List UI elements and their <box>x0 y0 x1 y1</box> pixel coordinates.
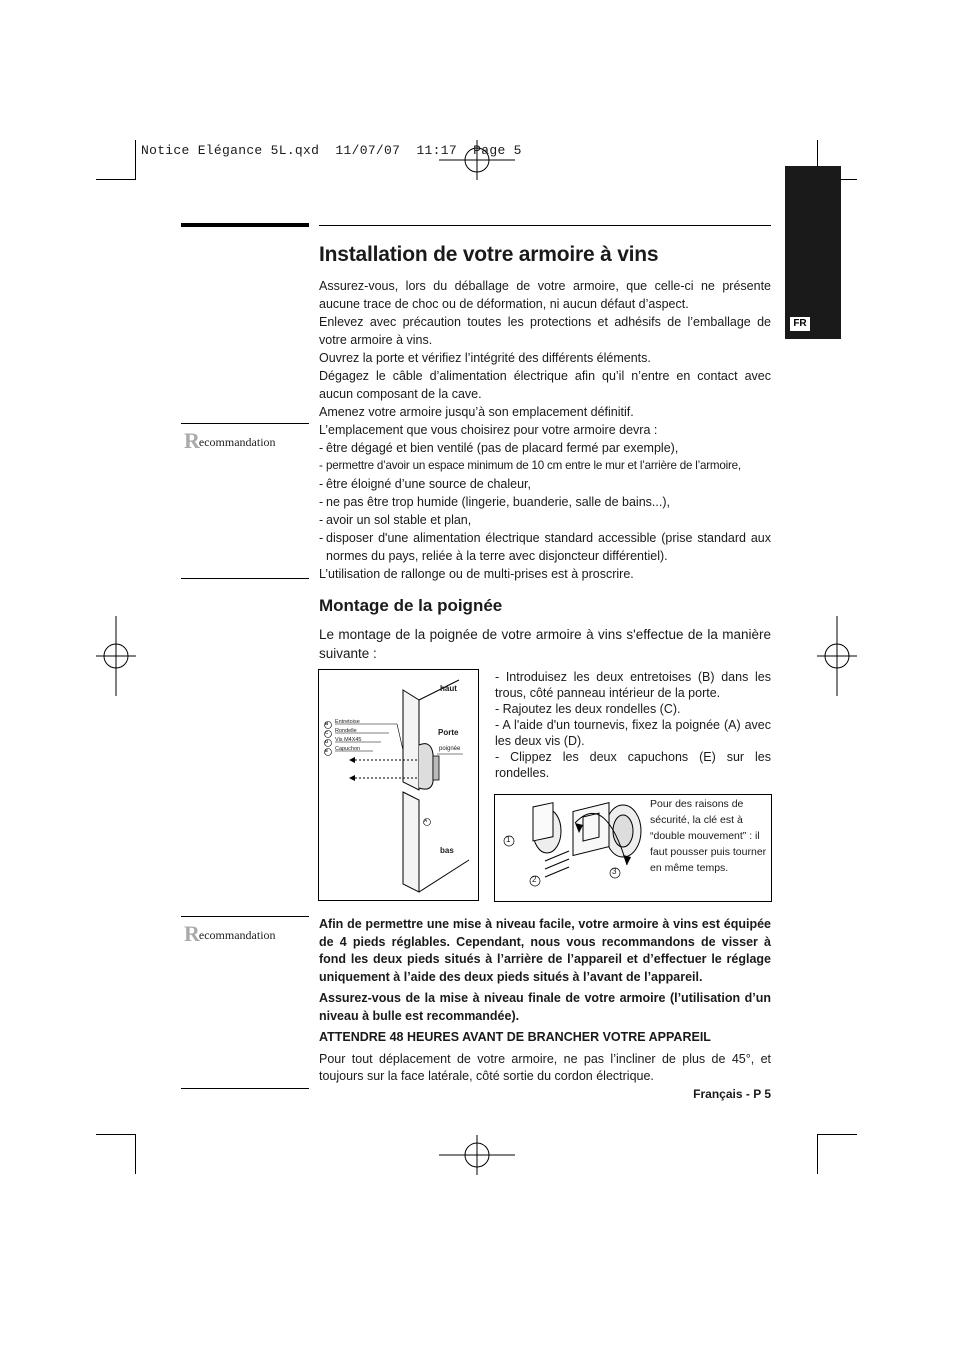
installation-body <box>319 277 771 583</box>
registration-mark-right <box>817 616 857 696</box>
recommendation-initial: R <box>184 428 199 453</box>
header-rule-thick <box>181 223 309 227</box>
location-requirements-list <box>319 439 771 565</box>
paragraph: Amenez votre armoire jusqu’à son emplacement définitif. <box>319 405 634 419</box>
paragraph: Assurez-vous, lors du déballage de votre armoire, que celle-ci ne présente aucune trace de choc ou de déformation, ni aucun défaut d’aspect. <box>319 279 771 311</box>
page-title: Installation de votre armoire à vins <box>319 243 659 266</box>
label-part-c: Rondelle <box>335 728 357 734</box>
header-rule-thin <box>319 225 771 226</box>
letter-e: E <box>325 748 329 753</box>
handle-intro <box>319 625 771 663</box>
recommendation-label <box>184 428 276 454</box>
label-part-e: Capuchon <box>335 746 361 752</box>
paragraph: Ouvrez la porte et vérifiez l’intégrité des différents éléments. <box>319 351 651 365</box>
paragraph: Enlevez avec précaution toutes les protections et adhésifs de l’emballage de votre armoire à vins. <box>319 315 771 347</box>
recommendation-end-rule <box>181 1088 309 1089</box>
letter-b: B <box>325 721 329 726</box>
step: - Clippez les deux capuchons (E) sur les rondelles. <box>495 750 771 780</box>
crop-mark <box>135 140 136 180</box>
key-lock-note: Pour des raisons de sécurité, la clé est à “double mouvement” : il faut pousser puis tourner en même temps. <box>650 798 767 874</box>
label-part-b: Entretoise <box>335 719 360 725</box>
paragraph: L’emplacement que vous choisirez pour votre armoire devra : <box>319 423 658 437</box>
lock-number-1: 1 <box>506 835 511 844</box>
leveling-instructions <box>319 916 771 1086</box>
step: - Rajoutez les deux rondelles (C). <box>495 702 681 716</box>
label-bas: bas <box>440 846 454 855</box>
crop-mark <box>96 1134 136 1135</box>
letter-d: D <box>325 739 329 744</box>
section-title-handle: Montage de la poignée <box>319 596 503 615</box>
language-tab-label: FR <box>790 317 810 331</box>
paragraph: Le montage de la poignée de votre armoire à vins s'effectue de la manière suivante : <box>319 627 771 661</box>
letter-c: C <box>325 730 329 735</box>
recommendation-initial: R <box>184 921 199 946</box>
handle-steps <box>495 669 771 781</box>
recommendation-label <box>184 921 276 947</box>
recommendation-text: ecommandation <box>198 928 276 942</box>
list-item: - être éloigné d’une source de chaleur, <box>319 475 771 493</box>
label-porte: Porte <box>438 728 459 737</box>
step: - Introduisez les deux entretoises (B) dans les trous, côté panneau intérieur de la porte. <box>495 670 771 700</box>
crop-mark <box>817 1134 857 1135</box>
recommendation-end-rule <box>181 578 309 579</box>
list-item: - être dégagé et bien ventilé (pas de placard fermé par exemple), <box>319 439 771 457</box>
recommendation-text: ecommandation <box>198 435 276 449</box>
page-footer: Français - P 5 <box>693 1087 771 1101</box>
bold-paragraph: Assurez-vous de la mise à niveau finale de votre armoire (l’utilisation d’un niveau à bulle est recommandée). <box>319 991 771 1023</box>
crop-mark <box>817 1134 818 1174</box>
registration-mark-bottom <box>437 1115 517 1195</box>
list-item: - ne pas être trop humide (lingerie, buanderie, salle de bains...), <box>319 493 771 511</box>
warning-text: ATTENDRE 48 HEURES AVANT DE BRANCHER VOTRE APPAREIL <box>319 1030 711 1044</box>
list-item: - disposer d'une alimentation électrique standard accessible (prise standard aux normes du pays, reliée à la terre avec disjoncteur différentiel). <box>319 529 771 565</box>
registration-mark-left <box>96 616 136 696</box>
label-haut: haut <box>440 684 457 693</box>
label-poignee: poignée <box>439 746 461 752</box>
registration-mark-top <box>437 120 517 200</box>
list-item: - permettre d’avoir un espace minimum de 10 cm entre le mur et l’arrière de l’armoire, <box>319 457 771 475</box>
list-item: - avoir un sol stable et plan, <box>319 511 771 529</box>
language-tab <box>785 166 841 339</box>
handle-diagram <box>319 670 478 900</box>
handle-mounting-figure <box>318 669 479 901</box>
label-part-d: Vis M4X45 <box>335 737 362 743</box>
letter-a: A <box>424 818 428 823</box>
step: - A l'aide d'un tournevis, fixez la poignée (A) avec les deux vis (D). <box>495 718 771 748</box>
crop-mark <box>96 179 136 180</box>
file-slug: Notice Elégance 5L.qxd 11/07/07 11:17 Page 5 <box>141 143 522 158</box>
recommendation-rule <box>181 423 309 424</box>
paragraph: L’utilisation de rallonge ou de multi-prises est à proscrire. <box>319 567 634 581</box>
crop-mark <box>135 1134 136 1174</box>
paragraph: Dégagez le câble d’alimentation électrique afin qu’il n’entre en contact avec aucun composant de la cave. <box>319 369 771 401</box>
recommendation-rule <box>181 916 309 917</box>
lock-number-2: 2 <box>532 875 537 884</box>
paragraph: Pour tout déplacement de votre armoire, ne pas l’incliner de plus de 45°, et toujours sur la face latérale, côté sortie du cordon électrique. <box>319 1051 771 1083</box>
lock-number-3: 3 <box>612 867 617 876</box>
bold-paragraph: Afin de permettre une mise à niveau facile, votre armoire à vins est équipée de 4 pieds réglables. Cependant, nous vous recommandons de visser à fond les deux pieds situés à l’arrière de l’appareil et d’effectuer le réglage uniquement à l’aide des deux pieds situés à l’avant de l’appareil. <box>319 917 771 984</box>
